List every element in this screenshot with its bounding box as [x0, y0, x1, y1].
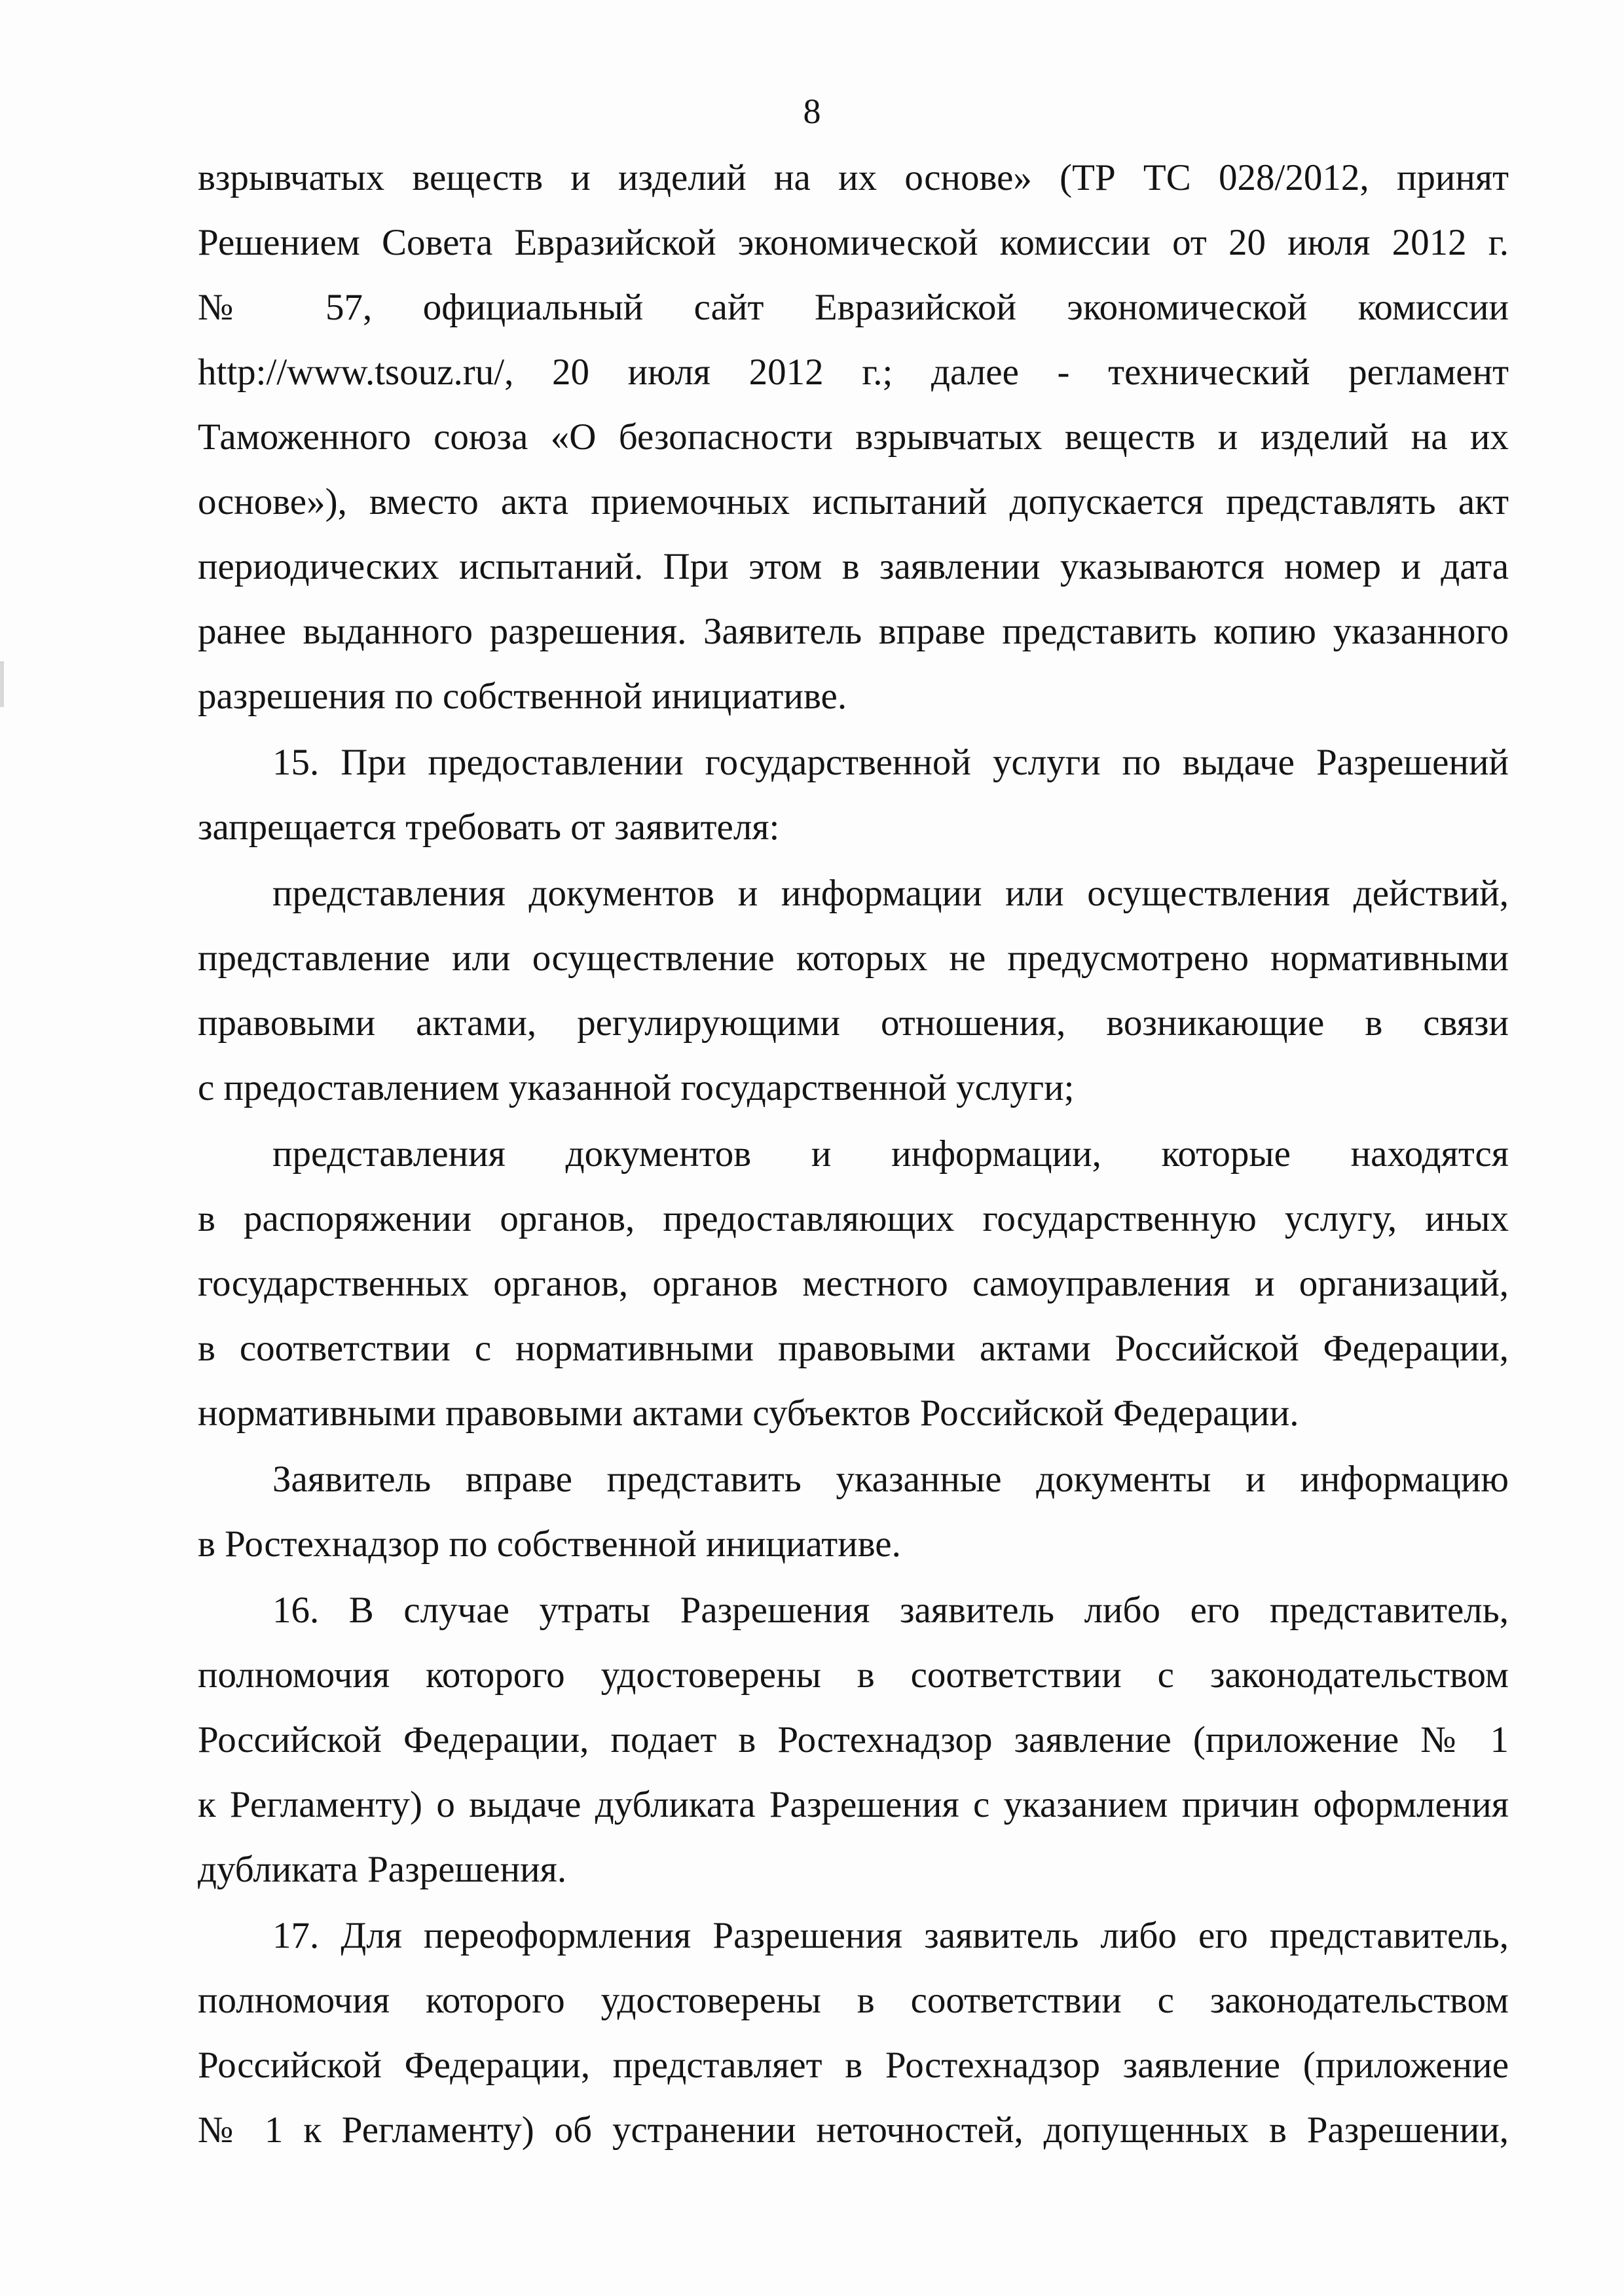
text-line: Решением Совета Евразийской экономической комиссии от 20 июля 2012 г. [198, 222, 1509, 263]
page-number: 8 [803, 92, 821, 131]
text-line: Заявитель вправе представить указанные документы и информацию [272, 1459, 1509, 1500]
text-line: 15. При предоставлении государственной услуги по выдаче Разрешений [272, 742, 1509, 783]
text-line: Российской Федерации, представляет в Ростехнадзор заявление (приложение [198, 2045, 1509, 2086]
text-line: № 57, официальный сайт Евразийской экономической комиссии [198, 287, 1509, 328]
text-line: государственных органов, органов местного самоуправления и организаций, [198, 1263, 1509, 1304]
text-line: 17. Для переоформления Разрешения заявитель либо его представитель, [272, 1915, 1509, 1956]
text-line: в Ростехнадзор по собственной инициативе. [198, 1523, 901, 1565]
text-line: дубликата Разрешения. [198, 1849, 567, 1890]
text-line: представления документов и информации, которые находятся [272, 1133, 1509, 1175]
text-line: нормативными правовыми актами субъектов Российской Федерации. [198, 1393, 1299, 1434]
scan-margin-mark [0, 661, 4, 707]
text-line: основе»), вместо акта приемочных испытаний допускается представлять акт [198, 481, 1509, 522]
paragraph-item-15-point-1 [198, 861, 1509, 1120]
text-line: Таможенного союза «О безопасности взрывчатых веществ и изделий на их [198, 416, 1509, 458]
text-line: к Регламенту) о выдаче дубликата Разрешения с указанием причин оформления [198, 1784, 1509, 1825]
text-line: разрешения по собственной инициативе. [198, 676, 847, 717]
paragraph-item-15 [198, 730, 1509, 860]
text-line: взрывчатых веществ и изделий на их основе» (ТР ТС 028/2012, принят [198, 157, 1509, 198]
text-line: Российской Федерации, подает в Ростехнадзор заявление (приложение № 1 [198, 1719, 1509, 1760]
text-line: № 1 к Регламенту) об устранении неточностей, допущенных в Разрешении, [198, 2109, 1509, 2151]
text-line: представления документов и информации или осуществления действий, [272, 873, 1509, 914]
text-line: правовыми актами, регулирующими отношения, возникающие в связи [198, 1002, 1509, 1044]
paragraph-tr-ts-reference [198, 145, 1509, 729]
paragraph-item-16 [198, 1578, 1509, 1902]
text-line: ранее выданного разрешения. Заявитель вправе представить копию указанного [198, 611, 1509, 652]
paragraph-item-17 [198, 1903, 1509, 2162]
text-line: с предоставлением указанной государственной услуги; [198, 1067, 1075, 1108]
text-line: представление или осуществление которых не предусмотрено нормативными [198, 938, 1509, 979]
document-body [198, 145, 1509, 2162]
text-line: 16. В случае утраты Разрешения заявитель либо его представитель, [272, 1590, 1509, 1631]
text-line: запрещается требовать от заявителя: [198, 807, 780, 848]
text-line: периодических испытаний. При этом в заявлении указываются номер и дата [198, 546, 1509, 587]
text-line: в соответствии с нормативными правовыми актами Российской Федерации, [198, 1328, 1509, 1369]
paragraph-applicant-right [198, 1447, 1509, 1576]
text-line: в распоряжении органов, предоставляющих государственную услугу, иных [198, 1198, 1509, 1239]
text-line: полномочия которого удостоверены в соответствии с законодательством [198, 1980, 1509, 2021]
paragraph-item-15-point-2 [198, 1121, 1509, 1446]
text-line: http://www.tsouz.ru/, 20 июля 2012 г.; далее - технический регламент [198, 352, 1509, 393]
text-line: полномочия которого удостоверены в соответствии с законодательством [198, 1654, 1509, 1696]
